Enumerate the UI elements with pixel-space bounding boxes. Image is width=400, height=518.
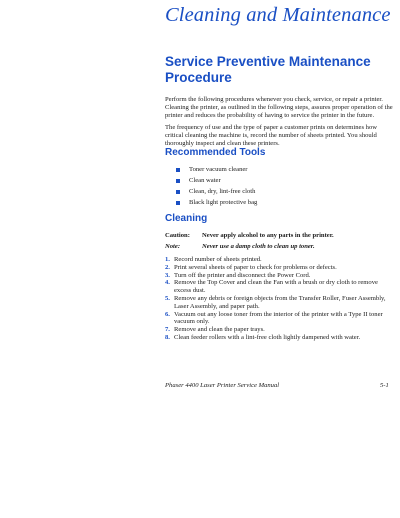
chapter-title: Cleaning and Maintenance [165, 4, 391, 26]
list-item [176, 175, 257, 186]
step-number: 3. [165, 271, 170, 279]
square-bullet-icon [176, 168, 180, 172]
intro-text [165, 96, 393, 152]
step-text: Remove and clean the paper trays. [174, 326, 265, 334]
cleaning-steps [165, 256, 395, 342]
step-text: Print several sheets of paper to check for problems or defects. [174, 263, 337, 271]
caution-label: Caution: [165, 232, 190, 239]
tool-label: Clean, dry, lint-free cloth [189, 188, 256, 195]
note-notice [165, 243, 315, 250]
step-item [165, 326, 395, 334]
note-text: Never use a damp cloth to clean up toner. [202, 243, 315, 250]
footer-manual-title: Phaser 4400 Laser Printer Service Manual [165, 382, 280, 389]
step-item [165, 334, 395, 342]
caution-notice [165, 232, 334, 239]
intro-paragraph: Perform the following procedures whenever you check, service, or repair a printer. Cleaning the printer, as outlined in the following steps, assures proper operation of the printer and reduces the probability of having to service the printer in the future. [165, 96, 393, 119]
list-item [176, 186, 257, 197]
footer-page-number: 5-1 [380, 382, 389, 389]
cleaning-heading: Cleaning [165, 213, 208, 224]
step-item [165, 264, 395, 272]
step-number: 4. [165, 279, 170, 287]
step-number: 8. [165, 333, 170, 341]
square-bullet-icon [176, 190, 180, 194]
step-number: 5. [165, 294, 170, 302]
tool-label: Clean water [189, 177, 221, 184]
section-title: Service Preventive Maintenance Procedure [165, 54, 371, 85]
note-label: Note: [165, 243, 181, 250]
step-number: 7. [165, 326, 170, 334]
square-bullet-icon [176, 201, 180, 205]
square-bullet-icon [176, 179, 180, 183]
recommended-tools-heading: Recommended Tools [165, 147, 266, 158]
tool-label: Toner vacuum cleaner [189, 166, 248, 173]
step-text: Remove the Top Cover and clean the Fan with a brush or dry cloth to remove excess dust. [174, 279, 378, 295]
step-item [165, 256, 395, 264]
step-number: 1. [165, 256, 170, 263]
intro-paragraph: The frequency of use and the type of paper a customer prints on determines how critical cleaning the machine is, record the number of sheets printed. You should thoroughly inspect and clean these printers. [165, 123, 378, 147]
step-number: 6. [165, 310, 170, 318]
step-text: Clean feeder rollers with a lint-free cloth lightly dampened with water. [174, 333, 361, 341]
list-item [176, 197, 257, 208]
tool-label: Black light protective bag [189, 199, 258, 206]
tools-list [176, 164, 257, 208]
step-number: 2. [165, 263, 170, 271]
step-text: Vacuum out any loose toner from the interior of the printer with a Type II toner vacuum only. [174, 310, 383, 326]
step-item [165, 279, 395, 295]
step-item [165, 295, 395, 311]
step-item [165, 272, 395, 280]
step-text: Remove any debris or foreign objects from the Transfer Roller, Fuser Assembly, Laser Assembly, and paper path. [174, 294, 386, 310]
step-item [165, 311, 395, 327]
step-text: Record number of sheets printed. [174, 256, 262, 263]
step-text: Turn off the printer and disconnect the Power Cord. [174, 271, 311, 279]
caution-text: Never apply alcohol to any parts in the printer. [202, 232, 334, 239]
list-item [176, 164, 257, 175]
